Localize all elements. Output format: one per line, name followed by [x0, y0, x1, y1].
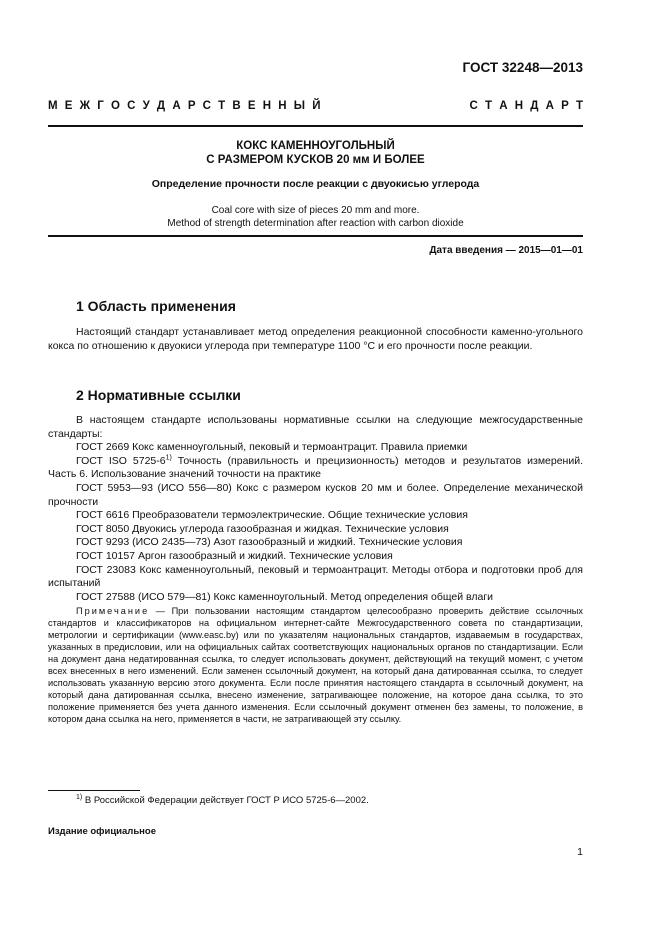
document-number: ГОСТ 32248—2013 [462, 60, 583, 75]
reference-item: ГОСТ 5953—93 (ИСО 556—80) Кокс с размером кусков 20 мм и более. Определение механической прочности [48, 481, 583, 508]
footnote [76, 795, 369, 806]
title-rule [48, 235, 583, 237]
english-title-line1: Coal core with size of pieces 20 mm and more. [211, 205, 420, 216]
reference-item: ГОСТ 8050 Двуокись углерода газообразная и жидкая. Технические условия [76, 522, 449, 535]
page-number: 1 [577, 846, 583, 858]
reference-item: ГОСТ 23083 Кокс каменноугольный, пековый и термоантрацит. Методы отбора и подготовки проб для испытаний [48, 563, 583, 590]
note-text: — При пользовании настоящим стандартом целесообразно проверить действие ссылочных стандартов и классификаторов на официальном интернет-сайте Межгосударственного совета по стандартизации, метрологии и сертификации (www.easc.by) или по указателям национальных стандартов, издаваемым в государствах, указанных в предисловии, или на официальных сайтах соответствующих национальных органов по стандартизации. Если на документ дана недатированная ссылка, то следует использовать документ, действующий на текущий момент, с учетом всех внесенных в него изменений. Если заменен ссылочный документ, на который дана датированная ссылка, то следует использовать указанную версию этого документа. Если после принятия настоящего стандарта в ссылочный документ, на который дана датированная ссылка, внесено изменение, затрагивающее положение, на которое дана ссылка, то это положение применяется без учета данного изменения. Если ссылочный документ отменен без замены, то положение, в котором дана ссылка на него, применяется в части, не затрагивающей эту ссылку. [48, 606, 583, 724]
reference-item: ГОСТ 6616 Преобразователи термоэлектрические. Общие технические условия [76, 509, 468, 522]
header-rule [48, 125, 583, 127]
title-line2: С РАЗМЕРОМ КУСКОВ 20 мм И БОЛЕЕ [206, 154, 425, 166]
references-intro: В настоящем стандарте использованы нормативные ссылки на следующие межгосударственные стандарты: [48, 414, 583, 440]
note-label: Примечание [76, 606, 150, 616]
footnote-text: В Российской Федерации действует ГОСТ Р ИСО 5725-6—2002. [82, 795, 369, 806]
standard-type-word2: С Т А Н Д А Р Т [469, 100, 583, 112]
footnote-marker: 1) [165, 454, 172, 462]
standard-type-word1: М Е Ж Г О С У Д А Р С Т В Е Н Н Ы Й [48, 100, 321, 112]
normative-references [48, 414, 583, 604]
reference-item: ГОСТ 9293 (ИСО 2435—73) Азот газообразный и жидкий. Технические условия [76, 536, 463, 549]
reference-item: ГОСТ 27588 (ИСО 579—81) Кокс каменноугольный. Метод определения общей влаги [76, 590, 494, 603]
english-title-line2: Method of strength determination after reaction with carbon dioxide [167, 218, 464, 229]
reference-item: ГОСТ 10157 Аргон газообразный и жидкий. Технические условия [76, 549, 393, 562]
reference-item: ГОСТ ISO 5725-6$^{1)}$ Точность (правильность и прецизионность) методов и результатов измерений. Часть 6. Использование значений точности на практике [48, 454, 584, 481]
note [48, 605, 583, 725]
subtitle: Определение прочности после реакции с двуокисью углерода [151, 178, 480, 190]
footnote-rule [48, 790, 140, 791]
section2-heading: 2 Нормативные ссылки [76, 387, 241, 403]
section1-heading: 1 Область применения [76, 298, 236, 314]
footnote-mark: 1) [76, 793, 83, 801]
section1-text: Настоящий стандарт устанавливает метод определения реакционной способности каменно-угольного кокса по отношению к двуокиси углерода при температуре 1100 °С и его прочности после реакции. [48, 326, 583, 352]
reference-item: ГОСТ 2669 Кокс каменноугольный, пековый и термоантрацит. Правила приемки [76, 441, 468, 454]
introduction-date: Дата введения — 2015—01—01 [429, 245, 583, 256]
edition-label: Издание официальное [48, 826, 156, 837]
title-line1: КОКС КАМЕННОУГОЛЬНЫЙ [236, 140, 395, 152]
